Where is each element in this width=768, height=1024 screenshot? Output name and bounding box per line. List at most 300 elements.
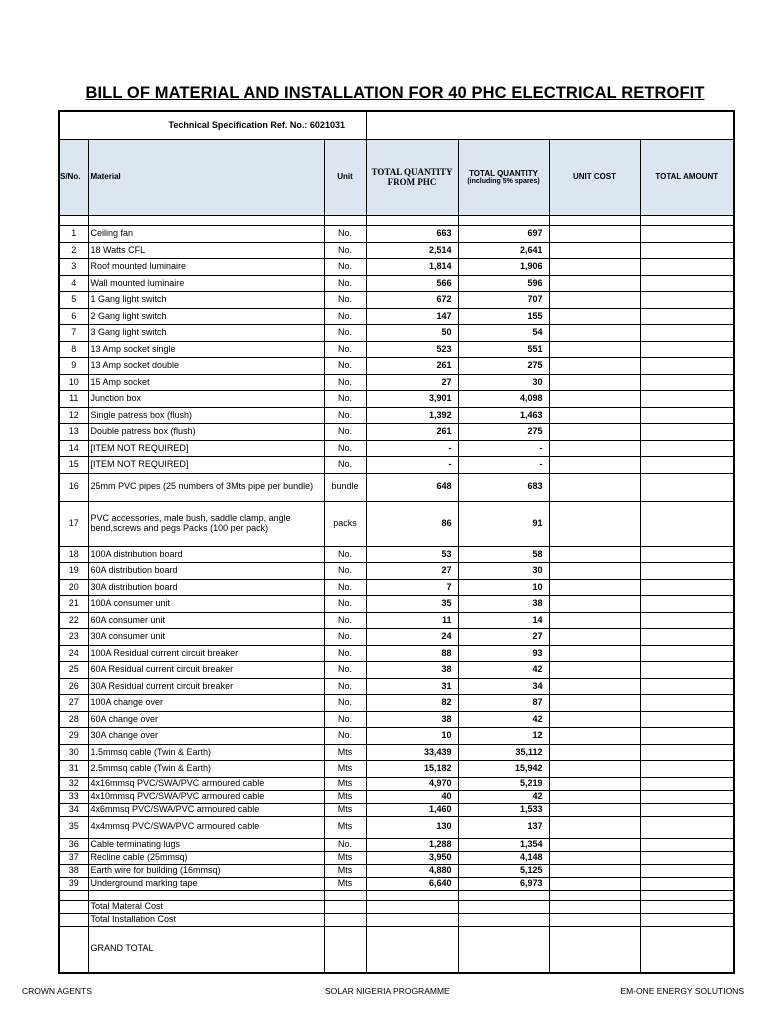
row-sn: 3	[59, 259, 88, 276]
table-row	[59, 358, 734, 375]
row-sn: 39	[59, 877, 88, 890]
row-unit-cost	[549, 744, 640, 761]
row-unit-cost	[549, 711, 640, 728]
row-qty-phc: 50	[366, 325, 458, 342]
row-sn: 10	[59, 374, 88, 391]
row-unit: No.	[324, 695, 366, 712]
row-unit: Mts	[324, 864, 366, 877]
spec-value: 6021031	[309, 119, 345, 130]
table-row	[59, 440, 734, 457]
row-unit-cost	[549, 596, 640, 613]
header-total-quantity-phc: TOTAL QUANTITY FROM PHC	[366, 140, 458, 216]
row-unit-cost	[549, 546, 640, 563]
row-unit: No.	[324, 711, 366, 728]
row-unit: No.	[324, 662, 366, 679]
row-material: 100A change over	[88, 695, 324, 712]
spec-blank	[366, 111, 734, 140]
row-qty-phc: 7	[366, 579, 458, 596]
row-unit-cost	[549, 695, 640, 712]
row-unit-cost	[549, 563, 640, 580]
row-sn: 5	[59, 292, 88, 309]
row-sn: 9	[59, 358, 88, 375]
row-qty-spares: 87	[458, 695, 549, 712]
row-qty-phc: 35	[366, 596, 458, 613]
row-total-amount	[640, 391, 734, 408]
row-total-amount	[640, 678, 734, 695]
row-total-amount	[640, 259, 734, 276]
row-total-amount	[640, 838, 734, 851]
row-material: 2 Gang light switch	[88, 308, 324, 325]
row-material: 60A distribution board	[88, 563, 324, 580]
row-material: 60A Residual current circuit breaker	[88, 662, 324, 679]
table-row	[59, 838, 734, 851]
row-material: 60A consumer unit	[88, 612, 324, 629]
row-total-amount	[640, 563, 734, 580]
row-qty-phc: 261	[366, 424, 458, 441]
row-unit-cost	[549, 275, 640, 292]
footer-left-text: CROWN AGENTS	[22, 986, 92, 996]
row-total-amount	[640, 424, 734, 441]
row-unit-cost	[549, 777, 640, 790]
row-qty-spares: 10	[458, 579, 549, 596]
row-sn: 30	[59, 744, 88, 761]
row-qty-spares: -	[458, 440, 549, 457]
row-qty-spares: 697	[458, 226, 549, 243]
row-qty-spares: 137	[458, 816, 549, 838]
row-unit-cost	[549, 259, 640, 276]
row-material: 13 Amp socket double	[88, 358, 324, 375]
row-total-amount	[640, 877, 734, 890]
row-total-amount	[640, 612, 734, 629]
table-row	[59, 678, 734, 695]
row-unit: No.	[324, 275, 366, 292]
row-total-amount	[640, 777, 734, 790]
row-unit-cost	[549, 358, 640, 375]
row-material: 1.5mmsq cable (Twin & Earth)	[88, 744, 324, 761]
header-spacer-row	[59, 216, 734, 226]
row-total-amount	[640, 226, 734, 243]
row-qty-phc: 1,814	[366, 259, 458, 276]
row-unit-cost	[549, 242, 640, 259]
row-qty-spares: 1,533	[458, 803, 549, 816]
row-qty-phc: 3,950	[366, 851, 458, 864]
row-unit-cost	[549, 838, 640, 851]
row-sn: 16	[59, 473, 88, 501]
row-qty-phc: 82	[366, 695, 458, 712]
row-unit: No.	[324, 546, 366, 563]
row-unit-cost	[549, 645, 640, 662]
row-total-amount	[640, 407, 734, 424]
row-unit-cost	[549, 440, 640, 457]
row-material: 60A change over	[88, 711, 324, 728]
row-unit: No.	[324, 358, 366, 375]
row-sn: 19	[59, 563, 88, 580]
row-qty-phc: 3,901	[366, 391, 458, 408]
row-unit: Mts	[324, 877, 366, 890]
row-material: Ceiling fan	[88, 226, 324, 243]
row-unit-cost	[549, 803, 640, 816]
row-qty-spares: 30	[458, 374, 549, 391]
row-sn: 21	[59, 596, 88, 613]
row-qty-spares: 155	[458, 308, 549, 325]
row-sn: 22	[59, 612, 88, 629]
total-material-cost-row	[59, 900, 734, 913]
row-qty-phc: 147	[366, 308, 458, 325]
row-unit-cost	[549, 374, 640, 391]
row-unit: No.	[324, 728, 366, 745]
row-total-amount	[640, 695, 734, 712]
table-row	[59, 629, 734, 646]
table-row	[59, 612, 734, 629]
row-qty-spares: -	[458, 457, 549, 474]
row-qty-phc: 1,460	[366, 803, 458, 816]
row-qty-phc: 53	[366, 546, 458, 563]
table-row	[59, 275, 734, 292]
row-material: Roof mounted luminaire	[88, 259, 324, 276]
row-qty-phc: 566	[366, 275, 458, 292]
row-unit-cost	[549, 864, 640, 877]
row-unit: No.	[324, 645, 366, 662]
row-unit-cost	[549, 457, 640, 474]
row-material: 3 Gang light switch	[88, 325, 324, 342]
row-total-amount	[640, 744, 734, 761]
row-total-amount	[640, 864, 734, 877]
row-qty-phc: 10	[366, 728, 458, 745]
row-qty-phc: 88	[366, 645, 458, 662]
row-qty-phc: 2,514	[366, 242, 458, 259]
row-unit-cost	[549, 308, 640, 325]
table-row	[59, 579, 734, 596]
row-qty-phc: 27	[366, 374, 458, 391]
table-row	[59, 325, 734, 342]
row-sn: 26	[59, 678, 88, 695]
row-unit: packs	[324, 501, 366, 546]
table-row	[59, 374, 734, 391]
table-row	[59, 803, 734, 816]
row-total-amount	[640, 473, 734, 501]
row-material: 100A Residual current circuit breaker	[88, 645, 324, 662]
row-total-amount	[640, 325, 734, 342]
spec-row	[59, 111, 734, 140]
row-qty-phc: 1,288	[366, 838, 458, 851]
row-unit: No.	[324, 226, 366, 243]
row-qty-spares: 12	[458, 728, 549, 745]
row-unit-cost	[549, 662, 640, 679]
row-material: 25mm PVC pipes (25 numbers of 3Mts pipe per bundle)	[88, 473, 324, 501]
table-row	[59, 407, 734, 424]
table-row	[59, 728, 734, 745]
spec-label: Technical Specification Ref. No.: 6021031	[59, 111, 366, 140]
row-unit: Mts	[324, 803, 366, 816]
row-total-amount	[640, 629, 734, 646]
row-qty-phc: 1,392	[366, 407, 458, 424]
row-material: 100A consumer unit	[88, 596, 324, 613]
row-material: 30A Residual current circuit breaker	[88, 678, 324, 695]
row-total-amount	[640, 457, 734, 474]
row-unit-cost	[549, 424, 640, 441]
row-unit: Mts	[324, 816, 366, 838]
row-qty-spares: 27	[458, 629, 549, 646]
table-row	[59, 851, 734, 864]
row-total-amount	[640, 662, 734, 679]
row-qty-spares: 42	[458, 662, 549, 679]
row-unit: Mts	[324, 744, 366, 761]
row-sn: 27	[59, 695, 88, 712]
row-qty-spares: 1,906	[458, 259, 549, 276]
row-total-amount	[640, 341, 734, 358]
row-unit: No.	[324, 374, 366, 391]
row-qty-phc: 33,439	[366, 744, 458, 761]
row-total-amount	[640, 579, 734, 596]
row-total-amount	[640, 440, 734, 457]
table-row	[59, 790, 734, 803]
table-row	[59, 662, 734, 679]
row-qty-spares: 14	[458, 612, 549, 629]
row-unit-cost	[549, 325, 640, 342]
row-material: 13 Amp socket single	[88, 341, 324, 358]
row-sn: 13	[59, 424, 88, 441]
row-sn: 36	[59, 838, 88, 851]
table-row	[59, 226, 734, 243]
row-unit: No.	[324, 838, 366, 851]
row-qty-phc: 523	[366, 341, 458, 358]
table-row	[59, 744, 734, 761]
footer-right-text: EM-ONE ENERGY SOLUTIONS	[620, 986, 744, 996]
row-qty-phc: -	[366, 457, 458, 474]
row-material: 30A consumer unit	[88, 629, 324, 646]
header-total-quantity-spares: TOTAL QUANTITY (including 5% spares)	[458, 140, 549, 216]
header-total-amount: TOTAL AMOUNT	[640, 140, 734, 216]
table-row	[59, 259, 734, 276]
row-unit: No.	[324, 259, 366, 276]
row-qty-phc: 27	[366, 563, 458, 580]
row-unit-cost	[549, 678, 640, 695]
header-material: Material	[88, 140, 324, 216]
row-qty-spares: 275	[458, 358, 549, 375]
row-sn: 33	[59, 790, 88, 803]
row-sn: 38	[59, 864, 88, 877]
row-qty-spares: 5,125	[458, 864, 549, 877]
row-unit-cost	[549, 226, 640, 243]
row-material: 1 Gang light switch	[88, 292, 324, 309]
table-row	[59, 777, 734, 790]
table-row	[59, 473, 734, 501]
row-qty-phc: 38	[366, 662, 458, 679]
row-total-amount	[640, 790, 734, 803]
table-row	[59, 711, 734, 728]
table-row	[59, 391, 734, 408]
grand-total-label: GRAND TOTAL	[88, 926, 324, 973]
table-row	[59, 563, 734, 580]
row-qty-spares: 5,219	[458, 777, 549, 790]
row-qty-spares: 596	[458, 275, 549, 292]
row-qty-phc: -	[366, 440, 458, 457]
row-total-amount	[640, 501, 734, 546]
row-total-amount	[640, 803, 734, 816]
row-qty-spares: 34	[458, 678, 549, 695]
row-qty-spares: 1,354	[458, 838, 549, 851]
row-qty-phc: 672	[366, 292, 458, 309]
row-qty-phc: 261	[366, 358, 458, 375]
row-qty-spares: 42	[458, 790, 549, 803]
row-material: 30A change over	[88, 728, 324, 745]
row-unit: No.	[324, 325, 366, 342]
row-unit: Mts	[324, 777, 366, 790]
row-unit-cost	[549, 473, 640, 501]
row-qty-spares: 4,148	[458, 851, 549, 864]
row-sn: 15	[59, 457, 88, 474]
row-unit: bundle	[324, 473, 366, 501]
row-qty-phc: 4,970	[366, 777, 458, 790]
row-sn: 20	[59, 579, 88, 596]
footer-center-text: SOLAR NIGERIA PROGRAMME	[325, 986, 450, 996]
row-sn: 29	[59, 728, 88, 745]
row-qty-spares: 93	[458, 645, 549, 662]
row-unit-cost	[549, 761, 640, 778]
row-total-amount	[640, 596, 734, 613]
row-unit-cost	[549, 407, 640, 424]
page-title: BILL OF MATERIAL AND INSTALLATION FOR 40 PHC ELECTRICAL RETROFIT	[85, 84, 705, 102]
row-total-amount	[640, 275, 734, 292]
row-qty-phc: 15,182	[366, 761, 458, 778]
table-row	[59, 242, 734, 259]
row-unit: No.	[324, 596, 366, 613]
row-sn: 23	[59, 629, 88, 646]
row-sn: 31	[59, 761, 88, 778]
row-sn: 6	[59, 308, 88, 325]
row-material: 100A distribution board	[88, 546, 324, 563]
row-total-amount	[640, 374, 734, 391]
header-sn: S/No.	[59, 140, 88, 216]
row-unit-cost	[549, 341, 640, 358]
row-sn: 2	[59, 242, 88, 259]
row-unit: Mts	[324, 790, 366, 803]
row-qty-spares: 54	[458, 325, 549, 342]
row-sn: 14	[59, 440, 88, 457]
row-material: 2.5mmsq cable (Twin & Earth)	[88, 761, 324, 778]
row-sn: 4	[59, 275, 88, 292]
row-unit: No.	[324, 407, 366, 424]
row-qty-phc: 31	[366, 678, 458, 695]
row-sn: 25	[59, 662, 88, 679]
row-unit-cost	[549, 851, 640, 864]
row-unit: No.	[324, 678, 366, 695]
table-row	[59, 761, 734, 778]
table-row	[59, 457, 734, 474]
row-qty-phc: 86	[366, 501, 458, 546]
row-total-amount	[640, 728, 734, 745]
row-unit-cost	[549, 612, 640, 629]
table-row	[59, 816, 734, 838]
total-installation-cost-label: Total Installation Cost	[88, 913, 324, 926]
row-sn: 1	[59, 226, 88, 243]
row-total-amount	[640, 242, 734, 259]
row-qty-spares: 38	[458, 596, 549, 613]
row-total-amount	[640, 816, 734, 838]
row-unit: No.	[324, 457, 366, 474]
row-total-amount	[640, 761, 734, 778]
table-row	[59, 864, 734, 877]
row-sn: 11	[59, 391, 88, 408]
row-total-amount	[640, 308, 734, 325]
row-sn: 12	[59, 407, 88, 424]
row-material: Double patress box (flush)	[88, 424, 324, 441]
row-total-amount	[640, 358, 734, 375]
row-qty-phc: 648	[366, 473, 458, 501]
row-sn: 7	[59, 325, 88, 342]
row-unit-cost	[549, 816, 640, 838]
header-unit-cost: UNIT COST	[549, 140, 640, 216]
row-qty-phc: 663	[366, 226, 458, 243]
row-unit-cost	[549, 790, 640, 803]
table-header-row	[59, 140, 734, 216]
row-material: Earth wire for building (16mmsq)	[88, 864, 324, 877]
row-qty-spares: 1,463	[458, 407, 549, 424]
row-unit: No.	[324, 341, 366, 358]
row-qty-spares: 2,641	[458, 242, 549, 259]
row-unit: No.	[324, 563, 366, 580]
header-unit: Unit	[324, 140, 366, 216]
row-unit: No.	[324, 242, 366, 259]
row-unit: No.	[324, 308, 366, 325]
grand-total-row	[59, 926, 734, 973]
row-qty-spares: 30	[458, 563, 549, 580]
row-qty-phc: 130	[366, 816, 458, 838]
row-total-amount	[640, 851, 734, 864]
row-sn: 18	[59, 546, 88, 563]
row-material: Underground marking tape	[88, 877, 324, 890]
row-unit: No.	[324, 612, 366, 629]
total-material-cost-label: Total Materal Cost	[88, 900, 324, 913]
row-qty-spares: 42	[458, 711, 549, 728]
row-total-amount	[640, 546, 734, 563]
row-unit-cost	[549, 501, 640, 546]
total-installation-cost-row	[59, 913, 734, 926]
row-sn: 34	[59, 803, 88, 816]
table-row	[59, 308, 734, 325]
row-unit: No.	[324, 391, 366, 408]
row-qty-phc: 11	[366, 612, 458, 629]
row-qty-spares: 35,112	[458, 744, 549, 761]
row-qty-spares: 58	[458, 546, 549, 563]
row-qty-phc: 24	[366, 629, 458, 646]
row-total-amount	[640, 645, 734, 662]
row-qty-spares: 6,973	[458, 877, 549, 890]
table-row	[59, 596, 734, 613]
row-unit-cost	[549, 579, 640, 596]
row-total-amount	[640, 292, 734, 309]
table-row	[59, 292, 734, 309]
table-row	[59, 877, 734, 890]
row-material: 30A distribution board	[88, 579, 324, 596]
row-unit: Mts	[324, 761, 366, 778]
row-material: Wall mounted luminaire	[88, 275, 324, 292]
row-sn: 24	[59, 645, 88, 662]
row-material: 4x16mmsq PVC/SWA/PVC armoured cable	[88, 777, 324, 790]
row-material: Cable terminating lugs	[88, 838, 324, 851]
totals-spacer-row	[59, 890, 734, 900]
row-material: 15 Amp socket	[88, 374, 324, 391]
table-row	[59, 645, 734, 662]
row-unit: No.	[324, 292, 366, 309]
row-material: [ITEM NOT REQUIRED]	[88, 457, 324, 474]
row-unit: No.	[324, 424, 366, 441]
row-material: 18 Watts CFL	[88, 242, 324, 259]
row-material: 4x10mmsq PVC/SWA/PVC armoured cable	[88, 790, 324, 803]
row-unit: No.	[324, 579, 366, 596]
row-qty-spares: 551	[458, 341, 549, 358]
row-sn: 17	[59, 501, 88, 546]
